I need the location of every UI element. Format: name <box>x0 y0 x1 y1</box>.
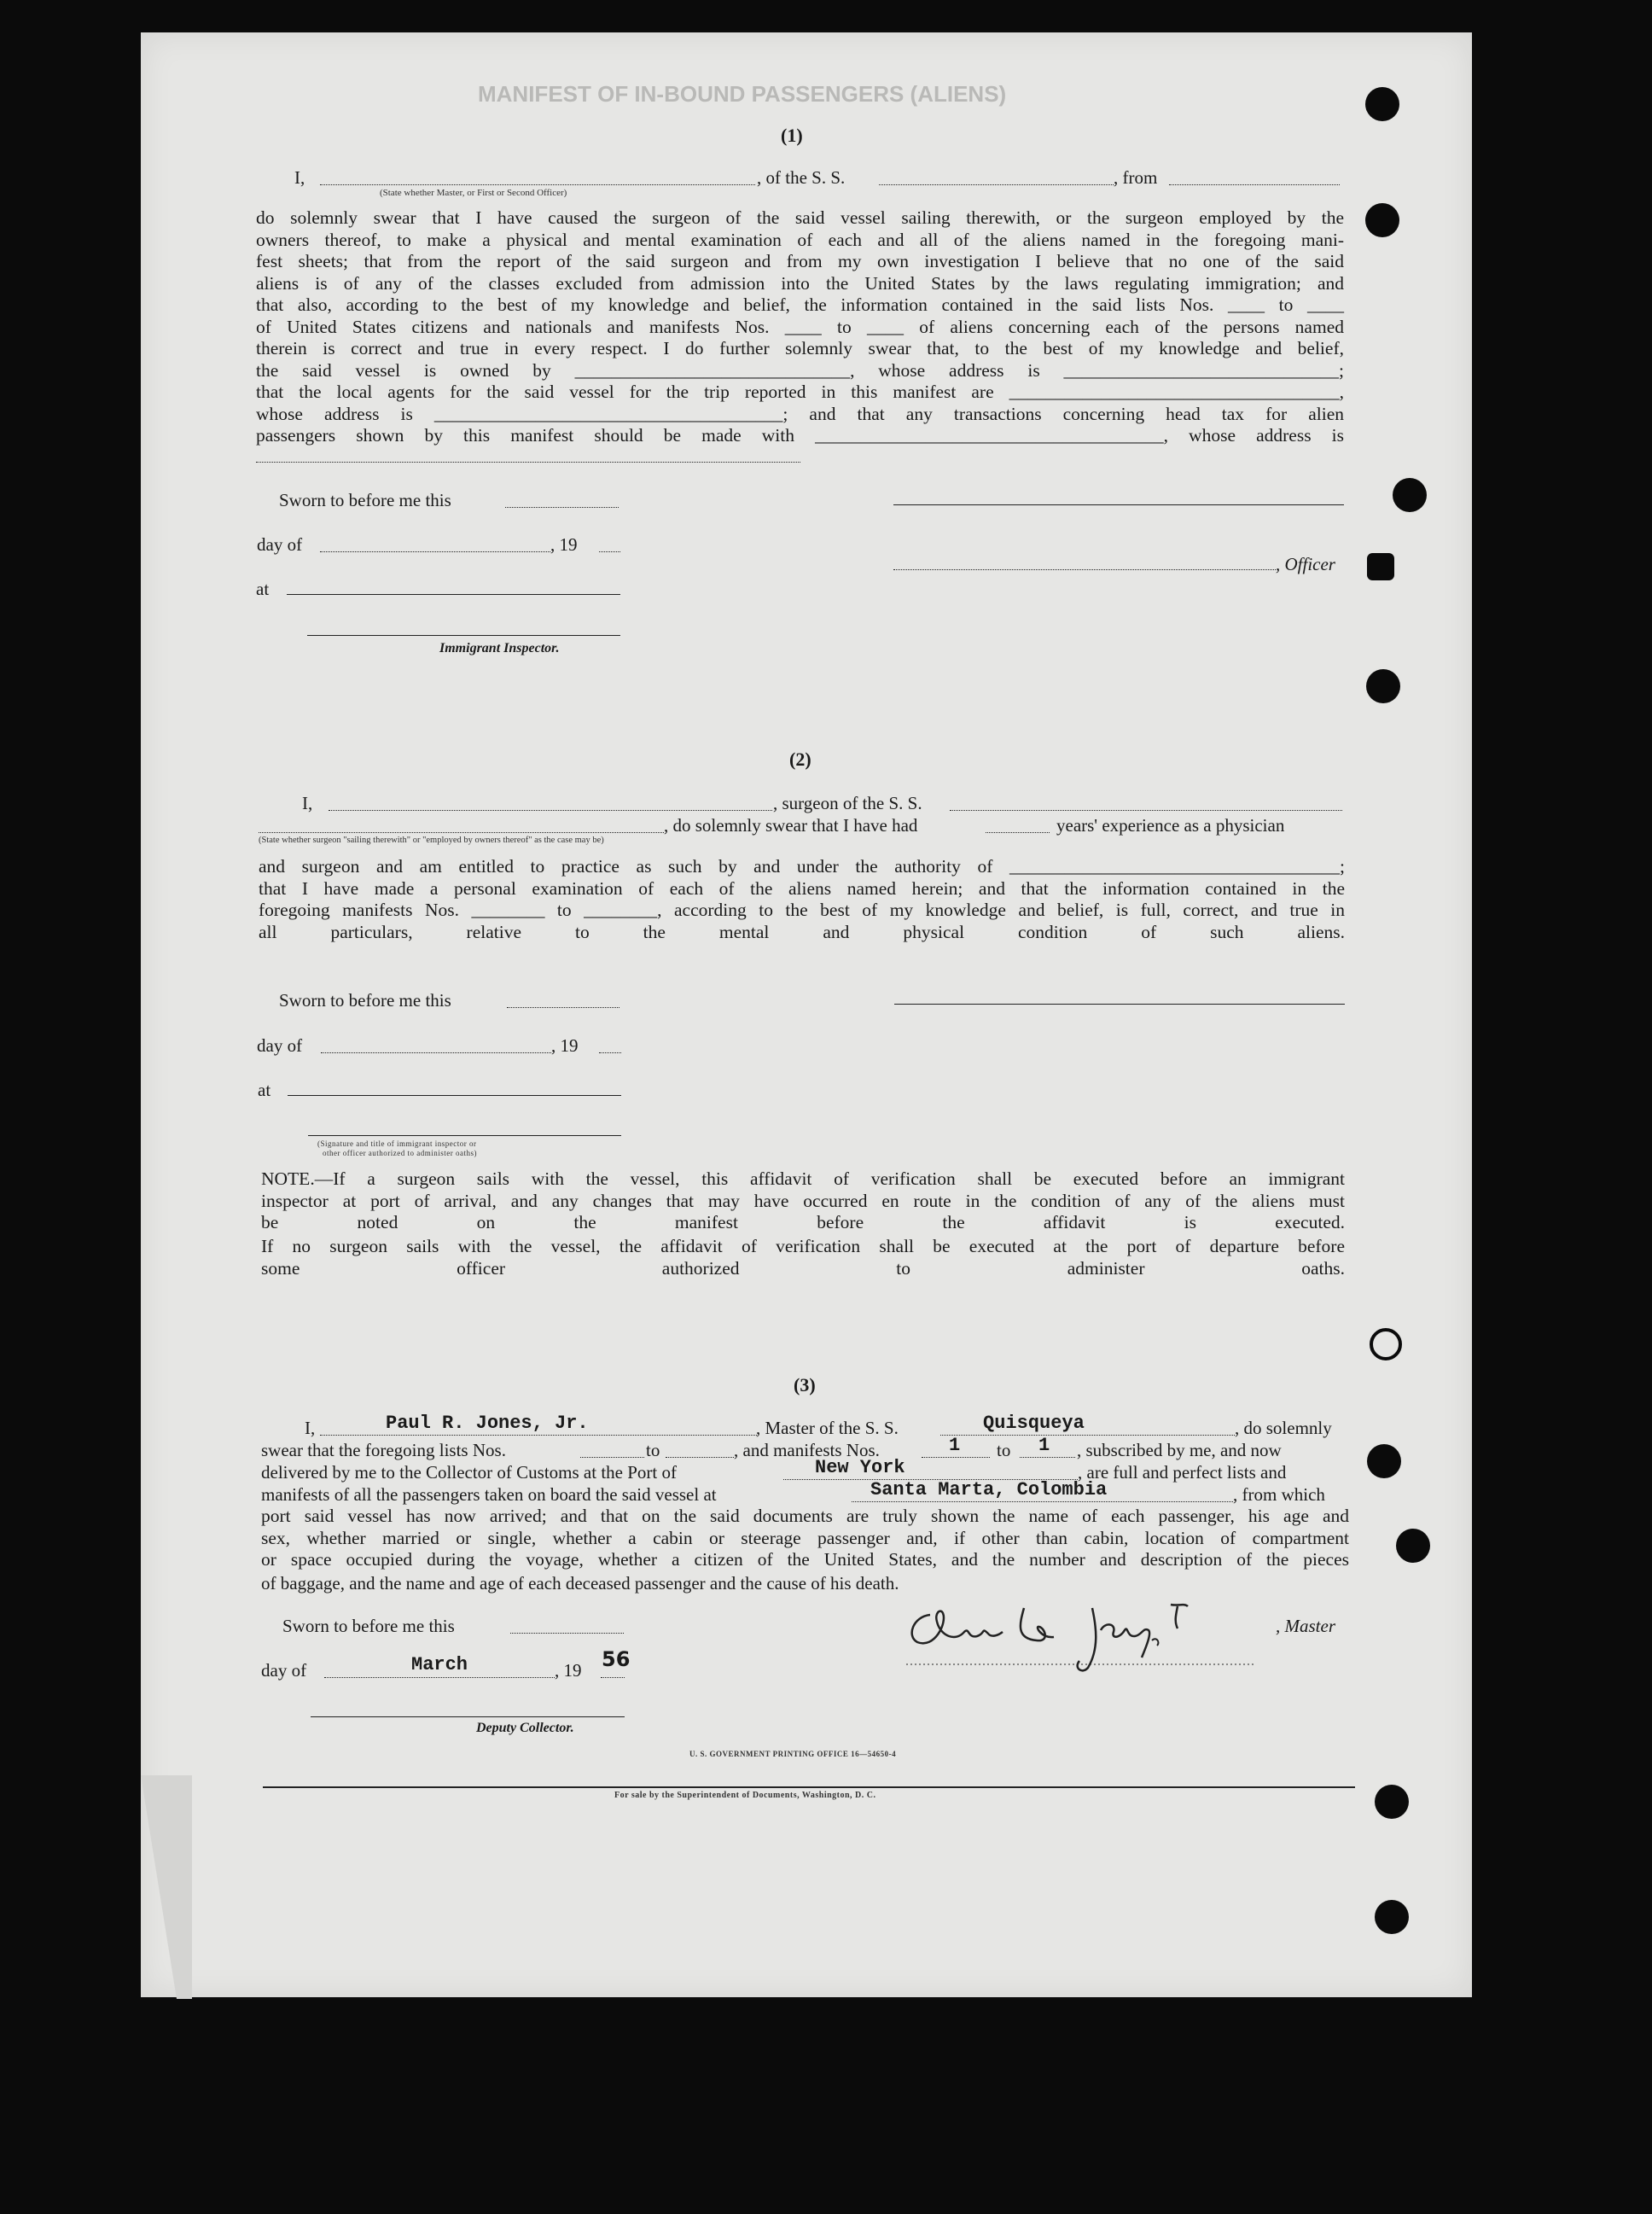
sec1-address-blank <box>256 462 800 463</box>
sec1-at-label: at <box>256 579 270 599</box>
master-label: , Master <box>1276 1616 1335 1636</box>
paragraph-line: aliens is of any of the classes excluded from admission into the United States by the laws regulating immigration; and <box>256 272 1344 294</box>
sec3-sworn-label: Sworn to before me this <box>282 1616 455 1636</box>
sec3-19-label: , 19 <box>555 1660 582 1681</box>
sec2-signature-caption-2: other officer authorized to administer oaths) <box>323 1149 478 1157</box>
sec3-manifests-all: manifests of all the passengers taken on board the said vessel at <box>261 1484 717 1505</box>
paragraph-line: that I have made a personal examination of each of the aliens named herein; and that the information contained in the <box>259 877 1345 899</box>
sec3-oath-paragraph <box>261 1506 1349 1571</box>
paragraph-line: do solemnly swear that I have caused the surgeon of the said vessel sailing therewith, or the surgeon employed by the <box>256 207 1344 228</box>
sec2-signature-caption-1: (Signature and title of immigrant inspector or <box>317 1139 477 1148</box>
paragraph-line: or space occupied during the voyage, whether a citizen of the United States, and the number and description of the pieces <box>261 1549 1349 1570</box>
sec2-day-blank <box>321 1052 551 1053</box>
sec2-inspector-signature-line <box>308 1135 621 1136</box>
sec3-swear-lists: swear that the foregoing lists Nos. <box>261 1440 506 1460</box>
punch-hole <box>1367 1444 1401 1478</box>
punch-hole <box>1367 553 1394 580</box>
sec1-from: , from <box>1114 167 1158 188</box>
departure-port-blank <box>852 1501 1233 1502</box>
paragraph-line: whose address is ______________________________________; and that any transactions concerning head tax for alien <box>256 403 1344 424</box>
paragraph-line: sex, whether married or single, whether a cabin or steerage passenger and, if other than cabin, location of compartment <box>261 1527 1349 1548</box>
paragraph-line: fest sheets; that from the report of the said surgeon and from my own investigation I believe that no one of the said <box>256 251 1344 271</box>
footer-rule <box>263 1786 1355 1788</box>
deputy-collector-label: Deputy Collector. <box>476 1721 574 1735</box>
sec3-and-manifests: , and manifests Nos. <box>734 1440 880 1460</box>
note2-paragraph <box>261 1236 1345 1279</box>
punch-hole <box>1370 1328 1402 1360</box>
sec1-i: I, <box>294 167 305 188</box>
sec2-caption: (State whether surgeon "sailing therewith" or "employed by owners thereof" as the case may be) <box>259 836 604 845</box>
sec3-sworn-blank <box>510 1633 624 1634</box>
sec2-surgeon-type-blank <box>259 832 664 833</box>
sec2-years-text: years' experience as a physician <box>1056 815 1285 836</box>
paragraph-line: If no surgeon sails with the vessel, the affidavit of verification shall be executed at the port of departure before <box>261 1236 1345 1256</box>
paragraph-line: port said vessel has now arrived; and that on the said documents are truly shown the name of each passenger, his age and <box>261 1506 1349 1526</box>
punch-hole <box>1365 87 1399 121</box>
ship-blank <box>879 184 1114 185</box>
paragraph-line: owners thereof, to make a physical and mental examination of each and all of the aliens named in the foregoing mani- <box>256 229 1344 250</box>
sec3-from-which: , from which <box>1233 1484 1325 1505</box>
paragraph-line: the said vessel is owned by ______________________________, whose address is ______________________________; <box>256 359 1344 381</box>
manifest-from-number: 1 <box>949 1435 961 1456</box>
ship-name: Quisqueya <box>983 1413 1085 1434</box>
sec2-sworn-text: , do solemnly swear that I have had <box>664 815 918 836</box>
manifest-to-number: 1 <box>1038 1435 1050 1456</box>
sec2-day-of-label: day of <box>257 1035 303 1056</box>
sec3-last-line: of baggage, and the name and age of each deceased passenger and the cause of his death. <box>261 1573 899 1593</box>
sec2-at-label: at <box>258 1080 271 1100</box>
paragraph-line: be noted on the manifest before the affidavit is executed. <box>261 1212 1345 1232</box>
sec3-master-of: , Master of the S. S. <box>756 1418 899 1438</box>
sec1-19-label: , 19 <box>550 534 578 555</box>
section-3-number: (3) <box>794 1374 816 1395</box>
sec3-day-blank <box>324 1677 555 1678</box>
sec2-surgeon-signature-line <box>894 1004 1345 1005</box>
sec3-i: I, <box>305 1418 316 1438</box>
paragraph-line: NOTE.—If a surgeon sails with the vessel, this affidavit of verification shall be executed before an immigrant <box>261 1168 1345 1189</box>
sec1-officer-label: , Officer <box>1276 554 1335 574</box>
sec1-officer-signature-line <box>893 504 1344 505</box>
punch-hole <box>1393 478 1427 512</box>
officer-rank-caption: (State whether Master, or First or Second Officer) <box>380 188 567 198</box>
lists-from-blank <box>580 1457 644 1458</box>
faint-header: MANIFEST OF IN-BOUND PASSENGERS (ALIENS) <box>478 81 1007 107</box>
sec3-full-perfect: , are full and perfect lists and <box>1078 1462 1287 1483</box>
departure-port: Santa Marta, Colombia <box>870 1479 1108 1500</box>
paragraph-line: foregoing manifests Nos. ________ to ________, according to the best of my knowledge and belief, is full, correct, and true in <box>259 900 1345 920</box>
master-name-blank <box>320 1435 757 1436</box>
manifests-to-blank <box>1020 1457 1075 1458</box>
paragraph-line: all particulars, relative to the mental and physical condition of such aliens. <box>259 921 1345 942</box>
sec3-do-solemnly: , do solemnly <box>1235 1418 1332 1438</box>
sec1-sworn-label: Sworn to before me this <box>279 490 451 510</box>
paragraph-line: therein is correct and true in every respect. I do further solemnly swear that, to the best of my knowledge and belief, <box>256 338 1344 358</box>
ship-name-blank <box>940 1435 1235 1436</box>
paragraph-line: and surgeon and am entitled to practice as such by and under the authority of ____________________________________; <box>259 856 1345 877</box>
officer-rank-blank <box>320 184 755 185</box>
footer-sale-note: For sale by the Superintendent of Documents, Washington, D. C. <box>614 1791 876 1800</box>
sec2-i: I, <box>302 793 313 813</box>
sec1-inspector-signature-line <box>307 635 620 636</box>
sec2-ship-blank <box>950 810 1342 811</box>
punch-hole <box>1375 1785 1409 1819</box>
manifests-from-blank <box>922 1457 990 1458</box>
section-2-number: (2) <box>789 749 811 770</box>
punch-hole <box>1365 203 1399 237</box>
sec2-sworn-label: Sworn to before me this <box>279 990 451 1011</box>
sec1-of-ss: , of the S. S. <box>757 167 846 188</box>
lists-to-blank <box>666 1457 734 1458</box>
master-signature <box>896 1589 1288 1675</box>
paragraph-line: passengers shown by this manifest should be made with ______________________________________, whose address is <box>256 425 1344 446</box>
section-1-number: (1) <box>781 125 803 146</box>
sec2-at-blank <box>288 1095 621 1096</box>
sec2-19-label: , 19 <box>551 1035 579 1056</box>
sec2-surgeon-of-ss: , surgeon of the S. S. <box>773 793 922 813</box>
sec3-subscribed: , subscribed by me, and now <box>1077 1440 1282 1460</box>
sec2-years-blank <box>986 832 1050 833</box>
sec1-day-blank <box>320 551 550 552</box>
sec1-day-of-label: day of <box>257 534 303 555</box>
sec3-to-1: to <box>646 1440 660 1460</box>
paragraph-line: that the local agents for the said vessel for the trip reported in this manifest are ____________________________________, <box>256 382 1344 402</box>
sec2-year-blank <box>599 1052 621 1053</box>
sworn-month: March <box>411 1654 468 1675</box>
sec1-inspector-label: Immigrant Inspector. <box>439 641 560 655</box>
sec3-year-blank <box>601 1677 625 1678</box>
sec2-oath-paragraph <box>259 856 1345 943</box>
paragraph-line: inspector at port of arrival, and any changes that may have occurred en route in the condition of any of the aliens must <box>261 1190 1345 1211</box>
sec3-to-2: to <box>997 1440 1011 1460</box>
sworn-year: 56 <box>602 1647 631 1671</box>
punch-hole <box>1375 1900 1409 1934</box>
sec3-day-of-label: day of <box>261 1660 307 1681</box>
from-blank <box>1169 184 1340 185</box>
deputy-collector-signature-line <box>311 1716 625 1717</box>
paragraph-line: of United States citizens and nationals and manifests Nos. ____ to ____ of aliens concerning each of the persons named <box>256 316 1344 337</box>
arrival-port: New York <box>815 1457 905 1478</box>
punch-hole <box>1366 669 1400 703</box>
sec1-sworn-blank <box>505 507 619 508</box>
printer-imprint: U. S. GOVERNMENT PRINTING OFFICE 16—54650-4 <box>689 1750 897 1758</box>
sec1-at-blank <box>287 594 620 595</box>
punch-hole <box>1396 1529 1430 1563</box>
sec2-name-blank <box>329 810 772 811</box>
note-paragraph <box>261 1168 1345 1234</box>
paragraph-line: some officer authorized to administer oaths. <box>261 1257 1345 1279</box>
sec3-delivered: delivered by me to the Collector of Customs at the Port of <box>261 1462 677 1483</box>
sec2-sworn-blank <box>507 1007 620 1008</box>
sec1-officer-blank <box>893 569 1276 570</box>
sec1-oath-paragraph <box>256 207 1344 447</box>
master-name: Paul R. Jones, Jr. <box>386 1413 589 1434</box>
sec1-year-blank <box>599 551 620 552</box>
paragraph-line: that also, according to the best of my knowledge and belief, the information contained in the said lists Nos. ____ to ____ <box>256 294 1344 315</box>
